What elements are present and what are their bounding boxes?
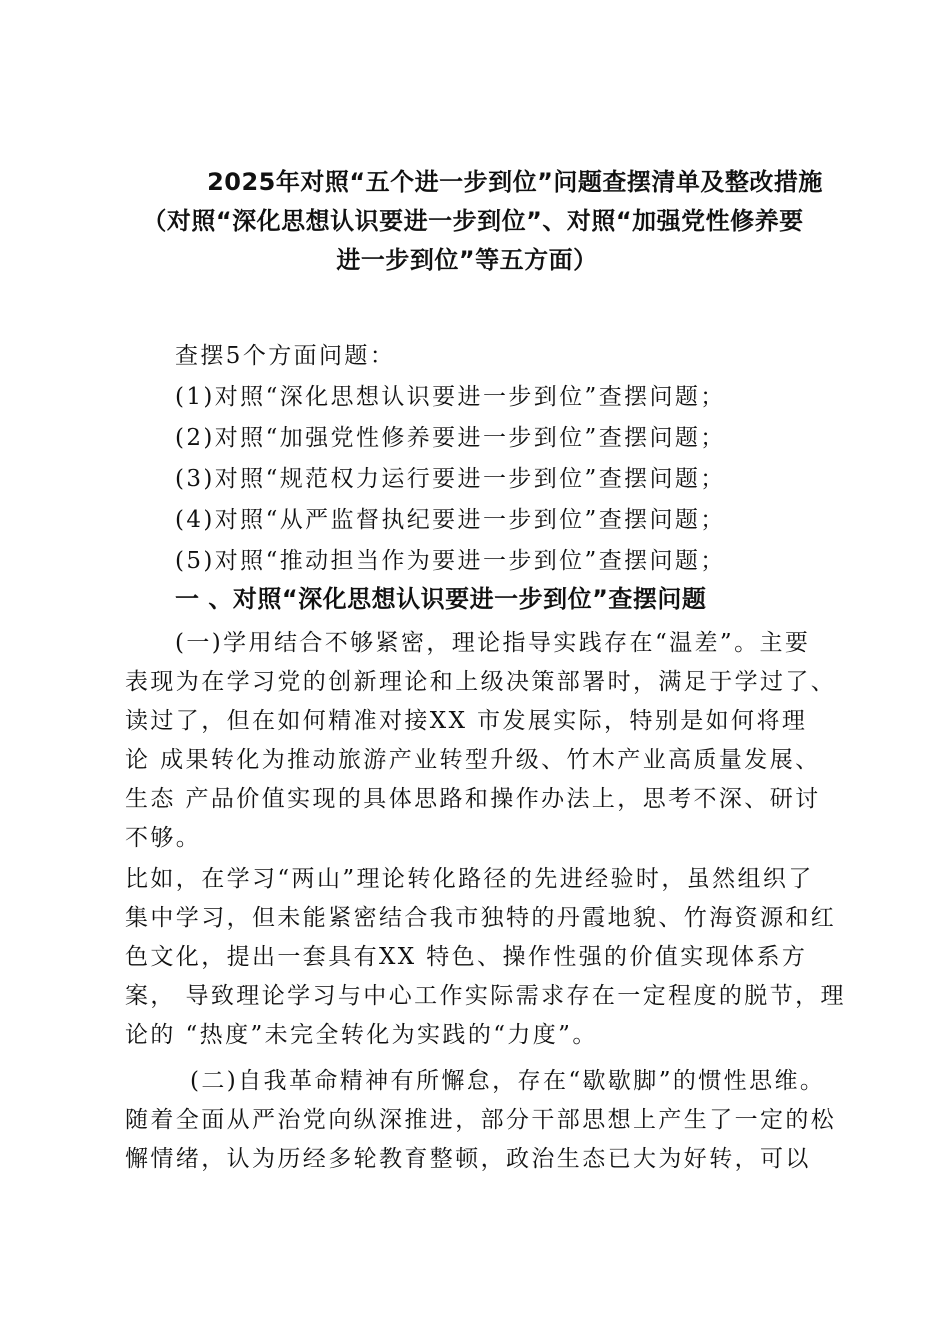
section-heading: 一 、对照“深化思想认识要进一步到位”查摆问题 bbox=[175, 585, 707, 613]
list-item-4: (4)对照“从严监督执纪要进一步到位”查摆问题； bbox=[175, 507, 726, 533]
document-title-line-1: 2025年对照“五个进一步到位”问题查摆清单及整改措施 bbox=[207, 168, 823, 196]
paragraph-1-line-1: (一)学用结合不够紧密，理论指导实践存在“温差”。主要 bbox=[175, 630, 811, 656]
document-title-line-2: （对照“深化思想认识要进一步到位”、对照“加强党性修养要 bbox=[142, 207, 804, 235]
list-item-1: (1)对照“深化思想认识要进一步到位”查摆问题； bbox=[175, 384, 726, 410]
paragraph-3-line-3: 懈情绪，认为历经多轮教育整顿，政治生态已大为好转，可以 bbox=[125, 1146, 811, 1172]
paragraph-2-line-5: 论的 “热度”未完全转化为实践的“力度”。 bbox=[125, 1022, 598, 1048]
paragraph-3-line-2: 随着全面从严治党向纵深推进，部分干部思想上产生了一定的松 bbox=[125, 1107, 837, 1133]
paragraph-1-line-5: 生态 产品价值实现的具体思路和操作办法上，思考不深、研讨 bbox=[125, 786, 821, 812]
paragraph-1-line-3: 读过了，但在如何精准对接XX 市发展实际，特别是如何将理 bbox=[125, 708, 808, 734]
document-title-line-3: 进一步到位”等五方面） bbox=[336, 246, 598, 274]
paragraph-3-line-1: (二)自我革命精神有所懈怠，存在“歇歇脚”的惯性思维。 bbox=[190, 1068, 826, 1094]
paragraph-1-line-4: 论 成果转化为推动旅游产业转型升级、竹木产业高质量发展、 bbox=[125, 747, 821, 773]
list-item-3: (3)对照“规范权力运行要进一步到位”查摆问题； bbox=[175, 466, 726, 492]
intro-text: 查摆5个方面问题： bbox=[175, 343, 396, 369]
paragraph-1-line-2: 表现为在学习党的创新理论和上级决策部署时，满足于学过了、 bbox=[125, 669, 837, 695]
paragraph-2-line-2: 集中学习，但未能紧密结合我市独特的丹霞地貌、竹海资源和红 bbox=[125, 905, 837, 931]
paragraph-2-line-4: 案， 导致理论学习与中心工作实际需求存在一定程度的脱节，理 bbox=[125, 983, 846, 1009]
paragraph-2-line-3: 色文化，提出一套具有XX 特色、操作性强的价值实现体系方 bbox=[125, 944, 808, 970]
list-item-2: (2)对照“加强党性修养要进一步到位”查摆问题； bbox=[175, 425, 726, 451]
paragraph-2-line-1: 比如，在学习“两山”理论转化路径的先进经验时，虽然组织了 bbox=[125, 866, 814, 892]
paragraph-1-line-6: 不够。 bbox=[125, 825, 202, 851]
list-item-5: (5)对照“推动担当作为要进一步到位”查摆问题； bbox=[175, 548, 726, 574]
